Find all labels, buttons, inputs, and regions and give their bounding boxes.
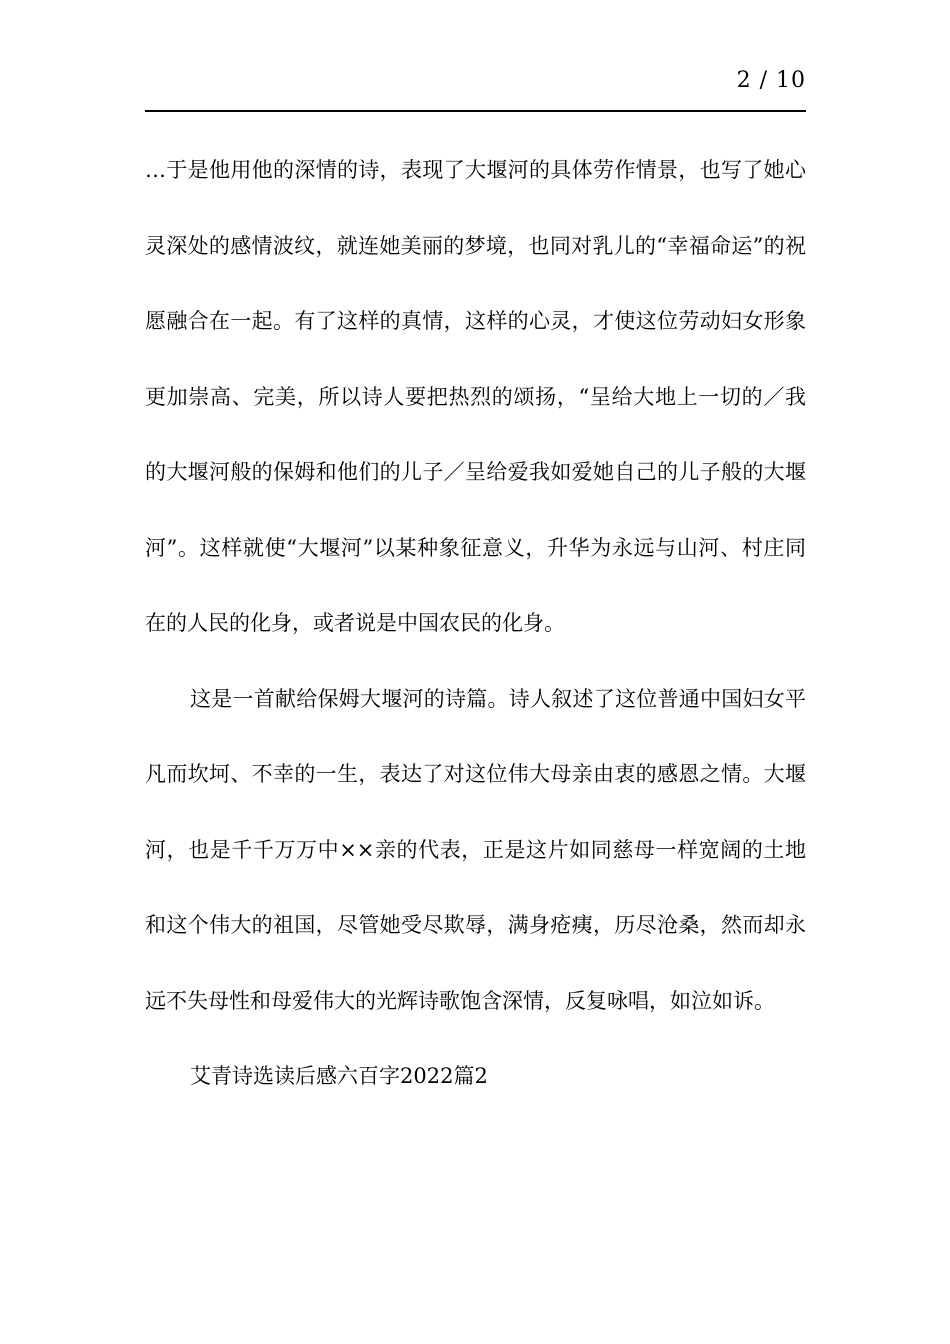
paragraph: 这是一首献给保姆大堰河的诗篇。诗人叙述了这位普通中国妇女平凡而坎坷、不幸的一生，表达了对这位伟大母亲由衷的感恩之情。大堰河，也是千千万万中××亲的代表，正是这片如同慈母一样宽阔的土地和这个伟大的祖国，尽管她受尽欺辱，满身疮痍，历尽沧桑，然而却永远不失母性和母爱伟大的光辉诗歌饱含深情，反复咏唱，如泣如诉。 [145, 686, 806, 1013]
document-body [145, 133, 806, 1115]
header-divider [145, 110, 806, 112]
page-number: 2 / 10 [736, 68, 806, 93]
section-heading: 艾青诗选读后感六百字2022篇2 [190, 1064, 488, 1088]
paragraph-continued: …于是他用他的深情的诗，表现了大堰河的具体劳作情景，也写了她心灵深处的感情波纹，就连她美丽的梦境，也同对乳儿的“幸福命运”的祝愿融合在一起。有了这样的真情，这样的心灵，才使这位劳动妇女形象更加崇高、完美，所以诗人要把热烈的颂扬，“呈给大地上一切的／我的大堰河般的保姆和他们的儿子／呈给爱我如爱她自己的儿子般的大堰河”。这样就使“大堰河”以某种象征意义，升华为永远与山河、村庄同在的人民的化身，或者说是中国农民的化身。 [145, 158, 806, 635]
